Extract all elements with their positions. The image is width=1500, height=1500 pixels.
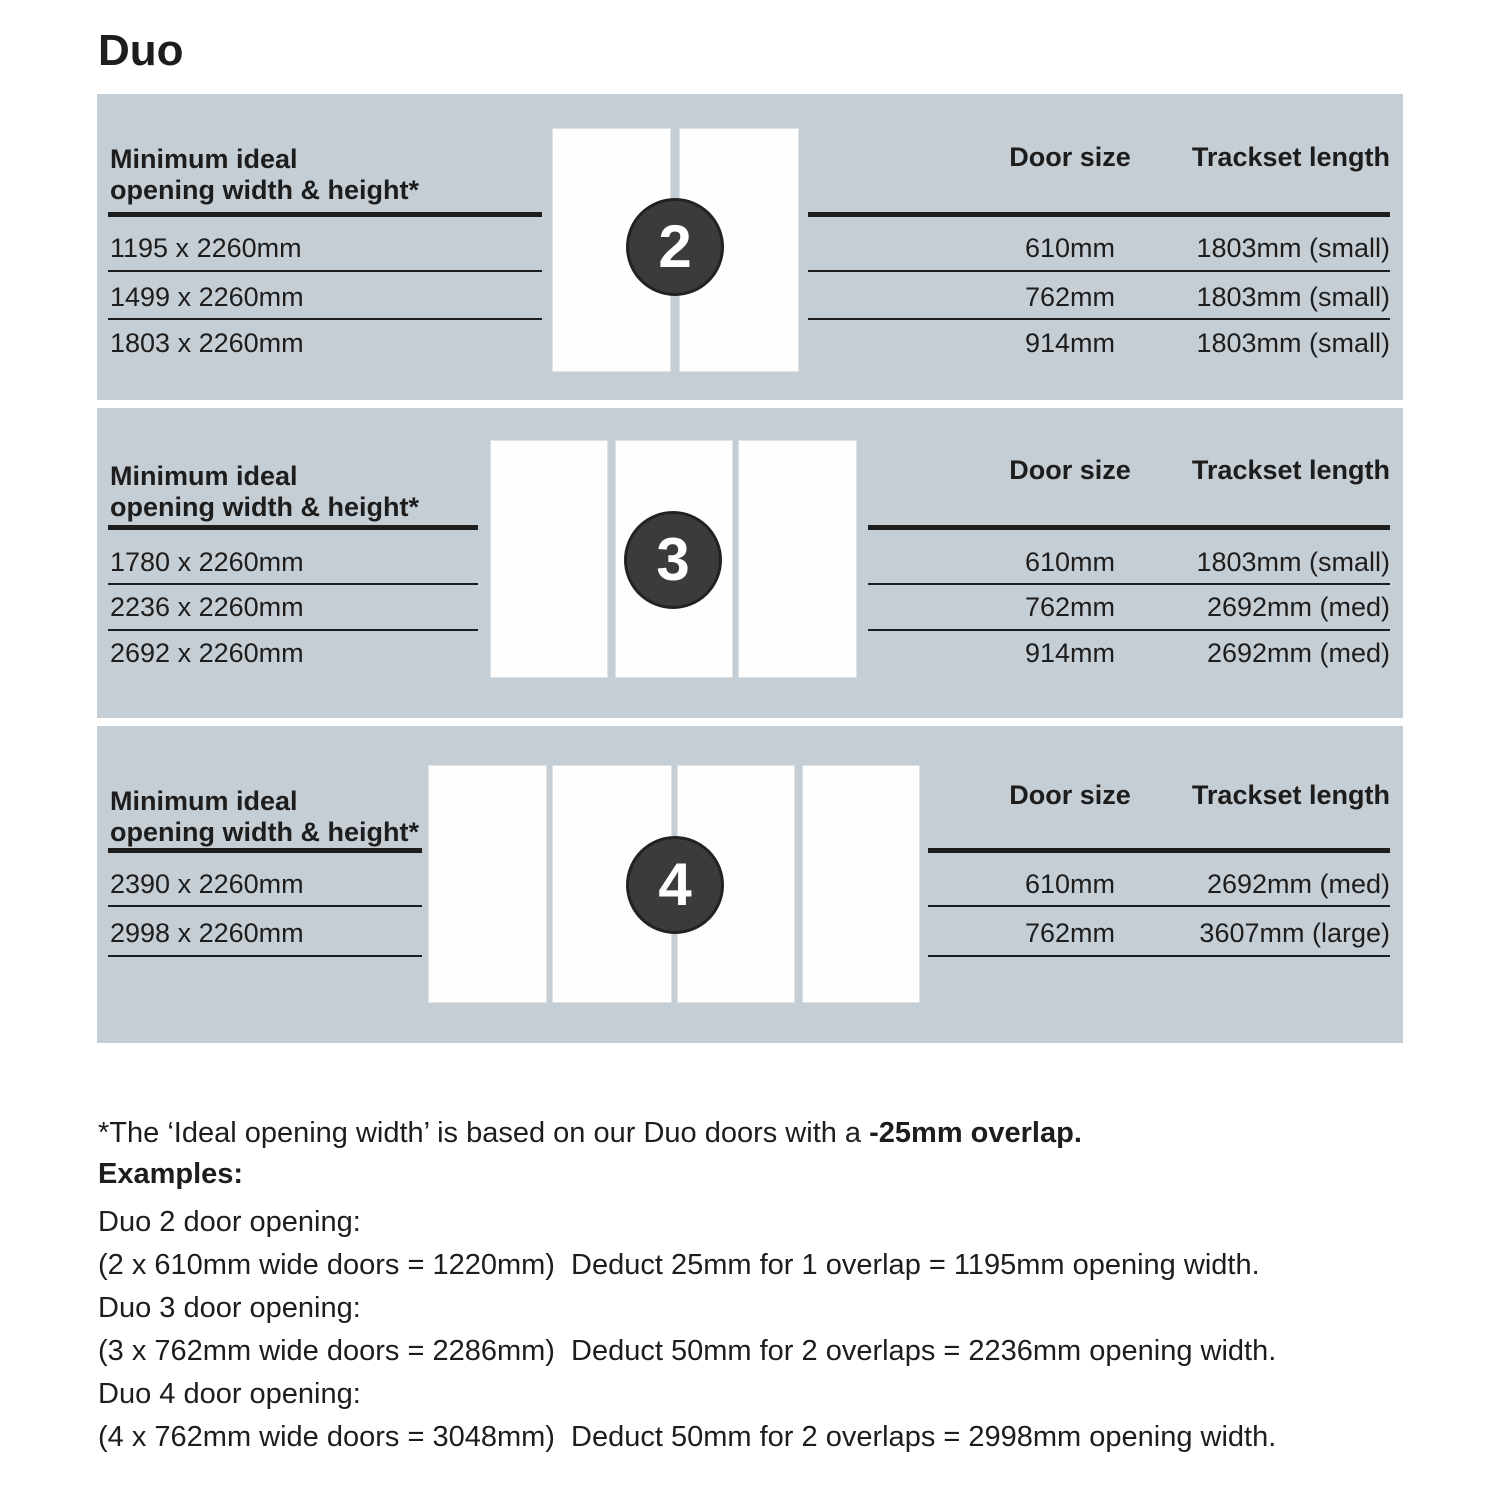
door-size-value: 610mm [1024,869,1116,899]
opening-header-line1: Minimum ideal [110,461,298,491]
row-rule [808,318,1390,320]
door-count-badge [626,836,724,934]
row-rule [808,270,1390,272]
door-size-column-header: Door size [1009,142,1131,172]
door-count-badge [624,511,722,609]
door-size-value: 762mm [1024,592,1116,622]
trackset-value: 3607mm (large) [1199,918,1390,948]
opening-value: 2236 x 2260mm [110,592,304,622]
page-title: Duo [98,26,184,75]
opening-value: 1780 x 2260mm [110,547,304,577]
door-count-badge [626,198,724,296]
door-panel [428,765,547,1003]
opening-value: 2390 x 2260mm [110,869,304,899]
door-size-column-header: Door size [1009,455,1131,485]
row-rule [108,905,422,907]
door-size-value: 762mm [1024,918,1116,948]
row-rule [868,583,1390,585]
door-panel [802,765,920,1003]
opening-value: 2692 x 2260mm [110,638,304,668]
trackset-column-header: Trackset length [1191,455,1390,485]
door-size-value: 914mm [1024,328,1116,358]
header-rule [108,212,542,217]
row-rule [928,955,1390,957]
example-detail: (3 x 762mm wide doors = 2286mm) Deduct 50mm for 2 overlaps = 2236mm opening width. [98,1335,1277,1367]
trackset-value: 1803mm (small) [1196,282,1390,312]
row-rule [108,629,478,631]
opening-value: 1803 x 2260mm [110,328,304,358]
door-count-number: 2 [658,213,692,280]
header-rule [808,212,1390,217]
door-size-column-header: Door size [1009,780,1131,810]
trackset-value: 2692mm (med) [1206,638,1390,668]
row-rule [928,905,1390,907]
footnote-bold-text: -25mm overlap. [869,1117,1082,1149]
row-rule [108,955,422,957]
trackset-value: 2692mm (med) [1206,869,1390,899]
examples-heading: Examples: [98,1158,244,1190]
row-rule [108,318,542,320]
example-label: Duo 4 door opening: [98,1378,361,1410]
footnote-text: *The ‘Ideal opening width’ is based on our Duo doors with a [98,1117,870,1149]
opening-header-line1: Minimum ideal [110,786,298,816]
door-size-value: 610mm [1024,547,1116,577]
opening-header-line2: opening width & height* [110,817,419,847]
door-panel [738,440,857,678]
door-size-value: 610mm [1024,233,1116,263]
header-rule [108,525,478,530]
opening-header-line2: opening width & height* [110,492,419,522]
opening-column-header [110,786,419,848]
trackset-column-header: Trackset length [1191,142,1390,172]
opening-header-line1: Minimum ideal [110,144,298,174]
door-size-value: 762mm [1024,282,1116,312]
opening-column-header [110,461,419,523]
row-rule [868,629,1390,631]
door-panel [490,440,608,678]
trackset-value: 1803mm (small) [1196,328,1390,358]
opening-header-line2: opening width & height* [110,175,419,205]
row-rule [108,583,478,585]
header-rule [868,525,1390,530]
examples-list [98,1201,1276,1459]
opening-column-header [110,144,419,206]
header-rule [928,848,1390,853]
trackset-value: 1803mm (small) [1196,547,1390,577]
opening-value: 1195 x 2260mm [110,233,302,263]
overlap-footnote [98,1117,1082,1150]
example-detail: (4 x 762mm wide doors = 3048mm) Deduct 50mm for 2 overlaps = 2998mm opening width. [98,1421,1277,1453]
door-count-number: 4 [658,851,692,918]
opening-value: 2998 x 2260mm [110,918,304,948]
trackset-value: 1803mm (small) [1196,233,1390,263]
header-rule [108,848,422,853]
example-label: Duo 3 door opening: [98,1292,361,1324]
example-label: Duo 2 door opening: [98,1206,361,1238]
trackset-value: 2692mm (med) [1206,592,1390,622]
door-size-value: 914mm [1024,638,1116,668]
trackset-column-header: Trackset length [1191,780,1390,810]
door-count-number: 3 [656,526,690,593]
opening-value: 1499 x 2260mm [110,282,304,312]
example-detail: (2 x 610mm wide doors = 1220mm) Deduct 25mm for 1 overlap = 1195mm opening width. [98,1249,1260,1281]
row-rule [108,270,542,272]
